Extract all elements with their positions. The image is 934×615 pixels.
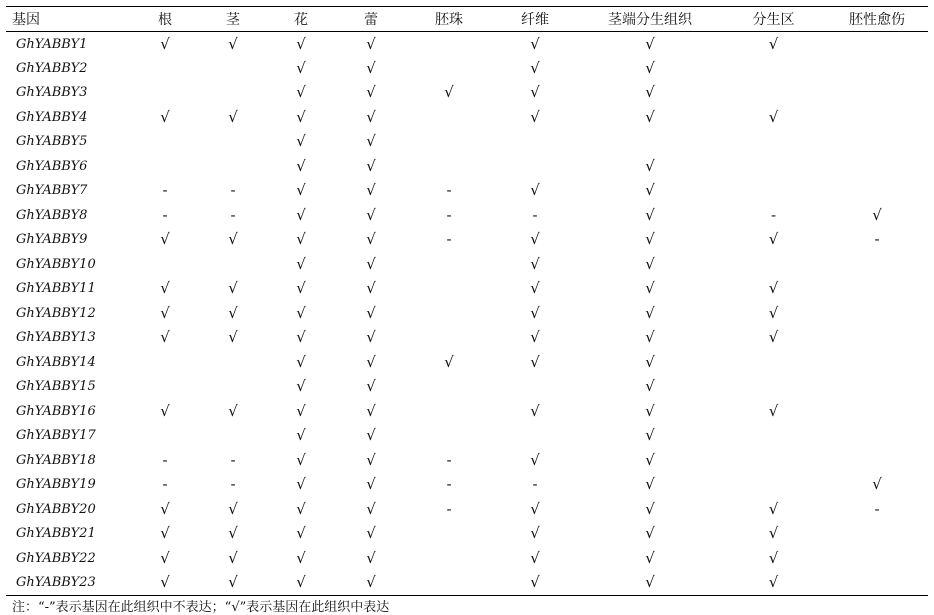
expression-cell: √ — [366, 156, 376, 175]
expression-cell: - — [446, 450, 452, 469]
expression-cell: √ — [296, 34, 306, 53]
expression-cell: √ — [160, 401, 170, 420]
expression-cell — [721, 130, 826, 155]
gene-name-cell: GhYABBY18 — [16, 452, 96, 468]
table-row — [6, 448, 928, 473]
expression-cell: √ — [296, 254, 306, 273]
expression-cell: √ — [530, 230, 540, 249]
expression-cell — [826, 375, 928, 400]
column-header-tissue: 胚珠 — [435, 12, 463, 28]
table-row — [6, 252, 928, 277]
column-header-gene: 基因 — [12, 12, 40, 28]
expression-cell: √ — [530, 352, 540, 371]
expression-cell: √ — [160, 548, 170, 567]
expression-cell: √ — [645, 303, 655, 322]
expression-cell — [721, 154, 826, 179]
expression-cell — [826, 571, 928, 596]
expression-cell: √ — [160, 499, 170, 518]
expression-cell: √ — [296, 328, 306, 347]
expression-cell — [131, 81, 199, 106]
expression-cell: √ — [160, 524, 170, 543]
expression-cell: - — [874, 230, 880, 249]
expression-cell: √ — [228, 401, 238, 420]
expression-cell: √ — [296, 450, 306, 469]
column-header-tissue: 花 — [294, 12, 308, 28]
gene-name-cell: GhYABBY8 — [16, 207, 88, 223]
table-row — [6, 522, 928, 547]
expression-cell: √ — [296, 279, 306, 298]
expression-cell: √ — [645, 181, 655, 200]
expression-cell — [826, 154, 928, 179]
table-row — [6, 277, 928, 302]
expression-cell — [721, 179, 826, 204]
column-header-tissue: 茎 — [226, 12, 240, 28]
expression-cell: √ — [872, 205, 882, 224]
expression-cell — [199, 424, 267, 449]
expression-cell — [131, 424, 199, 449]
expression-cell: √ — [645, 156, 655, 175]
expression-cell: √ — [768, 303, 779, 322]
expression-cell — [826, 252, 928, 277]
expression-cell: √ — [768, 499, 779, 518]
expression-cell — [826, 301, 928, 326]
expression-cell — [407, 277, 491, 302]
table-row — [6, 228, 928, 253]
expression-cell — [826, 56, 928, 81]
gene-name-cell: GhYABBY7 — [16, 183, 88, 199]
expression-cell: √ — [530, 254, 540, 273]
expression-cell: √ — [366, 475, 376, 494]
expression-cell: √ — [366, 499, 376, 518]
expression-cell — [199, 130, 267, 155]
expression-cell: - — [446, 181, 452, 200]
gene-name-cell: GhYABBY19 — [16, 477, 96, 493]
column-header-tissue: 根 — [158, 12, 172, 28]
table-note: 注：“-”表示基因在此组织中不表达；“√”表示基因在此组织中表达 — [12, 600, 390, 615]
expression-cell: √ — [160, 107, 170, 126]
expression-cell: √ — [530, 303, 540, 322]
expression-cell — [407, 105, 491, 130]
expression-cell: √ — [160, 573, 170, 591]
expression-cell: √ — [530, 83, 540, 102]
expression-cell: √ — [530, 58, 540, 77]
gene-name-cell: GhYABBY5 — [16, 134, 88, 150]
expression-cell: √ — [366, 279, 376, 298]
expression-cell: - — [230, 450, 236, 469]
expression-cell: √ — [366, 573, 376, 591]
expression-cell: √ — [228, 107, 238, 126]
expression-cell — [131, 350, 199, 375]
table-body — [6, 32, 928, 596]
expression-cell — [407, 571, 491, 596]
expression-cell: √ — [366, 548, 376, 567]
expression-cell — [826, 326, 928, 351]
expression-cell — [407, 130, 491, 155]
expression-cell: √ — [366, 303, 376, 322]
column-header-tissue: 蕾 — [364, 12, 378, 28]
expression-cell: √ — [296, 58, 306, 77]
expression-cell — [491, 424, 579, 449]
expression-cell: √ — [296, 524, 306, 543]
gene-name-cell: GhYABBY4 — [16, 109, 88, 125]
expression-cell — [131, 56, 199, 81]
table-row — [6, 32, 928, 57]
expression-cell: √ — [645, 352, 655, 371]
expression-cell: √ — [872, 475, 882, 494]
expression-cell: √ — [645, 548, 655, 567]
table-row — [6, 350, 928, 375]
expression-cell: √ — [228, 230, 238, 249]
gene-name-cell: GhYABBY10 — [16, 256, 96, 272]
expression-cell — [721, 375, 826, 400]
expression-cell: √ — [530, 450, 540, 469]
expression-cell: √ — [645, 450, 655, 469]
table-row — [6, 497, 928, 522]
expression-cell: √ — [768, 401, 779, 420]
expression-cell: √ — [366, 107, 376, 126]
expression-cell: √ — [530, 34, 540, 53]
expression-cell — [721, 81, 826, 106]
expression-cell: √ — [645, 58, 655, 77]
expression-cell — [407, 301, 491, 326]
expression-cell — [199, 375, 267, 400]
expression-cell: √ — [645, 475, 655, 494]
expression-cell: √ — [296, 573, 306, 591]
expression-cell — [407, 56, 491, 81]
expression-cell: √ — [768, 573, 779, 591]
expression-cell: √ — [296, 475, 306, 494]
expression-cell: √ — [366, 58, 376, 77]
expression-cell: √ — [366, 132, 376, 151]
expression-cell — [199, 154, 267, 179]
expression-cell: √ — [366, 254, 376, 273]
expression-cell: - — [230, 181, 236, 200]
table-row — [6, 203, 928, 228]
expression-cell: √ — [366, 450, 376, 469]
expression-cell — [199, 350, 267, 375]
expression-cell: √ — [296, 499, 306, 518]
expression-cell: √ — [645, 107, 655, 126]
expression-cell — [826, 448, 928, 473]
expression-cell: √ — [296, 377, 306, 396]
gene-name-cell: GhYABBY15 — [16, 379, 96, 395]
expression-cell: √ — [228, 524, 238, 543]
expression-cell: - — [162, 205, 168, 224]
column-header-tissue: 分生区 — [752, 12, 795, 28]
expression-cell: √ — [645, 328, 655, 347]
gene-name-cell: GhYABBY16 — [16, 403, 96, 419]
expression-cell: √ — [296, 156, 306, 175]
gene-name-cell: GhYABBY2 — [16, 60, 88, 76]
expression-cell — [407, 399, 491, 424]
expression-cell: √ — [228, 279, 238, 298]
expression-cell: √ — [296, 107, 306, 126]
expression-cell: √ — [366, 83, 376, 102]
table-row — [6, 105, 928, 130]
expression-cell: √ — [228, 34, 238, 53]
expression-cell: - — [230, 205, 236, 224]
expression-cell: √ — [366, 524, 376, 543]
expression-cell: √ — [645, 573, 655, 591]
expression-cell — [131, 375, 199, 400]
expression-cell: √ — [768, 107, 779, 126]
expression-cell: √ — [645, 499, 655, 518]
expression-cell: - — [162, 450, 168, 469]
expression-cell: √ — [296, 230, 306, 249]
table-row — [6, 473, 928, 498]
table-row — [6, 179, 928, 204]
gene-name-cell: GhYABBY23 — [16, 575, 96, 590]
expression-cell — [407, 154, 491, 179]
gene-name-cell: GhYABBY9 — [16, 232, 88, 248]
expression-cell: √ — [228, 573, 238, 591]
expression-cell: √ — [366, 328, 376, 347]
gene-name-cell: GhYABBY1 — [16, 36, 88, 52]
expression-cell: - — [874, 499, 880, 518]
expression-cell — [826, 350, 928, 375]
expression-cell: √ — [645, 524, 655, 543]
table-row — [6, 301, 928, 326]
table-row — [6, 154, 928, 179]
expression-cell — [407, 32, 491, 57]
expression-cell: √ — [530, 401, 540, 420]
expression-cell — [826, 546, 928, 571]
expression-cell — [826, 522, 928, 547]
expression-cell — [131, 252, 199, 277]
table-row — [6, 571, 928, 596]
expression-cell — [407, 326, 491, 351]
expression-cell: √ — [366, 401, 376, 420]
expression-cell — [579, 130, 721, 155]
gene-name-cell: GhYABBY22 — [16, 550, 96, 566]
expression-cell: √ — [530, 499, 540, 518]
expression-cell: - — [162, 181, 168, 200]
expression-cell: - — [532, 475, 538, 494]
expression-cell: √ — [768, 34, 779, 53]
expression-cell — [826, 399, 928, 424]
expression-cell: √ — [366, 205, 376, 224]
expression-cell — [721, 350, 826, 375]
expression-cell: √ — [366, 230, 376, 249]
expression-cell: √ — [296, 426, 306, 445]
expression-cell: √ — [296, 83, 306, 102]
expression-cell: √ — [160, 303, 170, 322]
expression-cell: - — [446, 205, 452, 224]
expression-cell — [721, 448, 826, 473]
expression-cell: - — [230, 475, 236, 494]
table-row — [6, 326, 928, 351]
expression-cell: √ — [768, 548, 779, 567]
expression-cell: √ — [768, 524, 779, 543]
expression-cell — [199, 56, 267, 81]
expression-cell: √ — [530, 548, 540, 567]
expression-cell: √ — [228, 499, 238, 518]
expression-cell — [721, 473, 826, 498]
expression-cell — [407, 424, 491, 449]
expression-cell: √ — [645, 205, 655, 224]
expression-cell: √ — [160, 279, 170, 298]
expression-cell: √ — [296, 181, 306, 200]
gene-name-cell: GhYABBY6 — [16, 158, 88, 174]
expression-table-container — [6, 6, 928, 596]
expression-cell: √ — [366, 377, 376, 396]
expression-cell — [826, 277, 928, 302]
expression-cell — [826, 81, 928, 106]
expression-cell: √ — [444, 352, 454, 371]
expression-cell: √ — [530, 524, 540, 543]
expression-cell — [407, 522, 491, 547]
expression-cell: √ — [645, 230, 655, 249]
expression-cell — [199, 252, 267, 277]
expression-cell: √ — [366, 181, 376, 200]
expression-cell: √ — [645, 254, 655, 273]
expression-cell — [826, 105, 928, 130]
expression-cell: - — [446, 230, 452, 249]
column-header-tissue: 胚性愈伤 — [849, 12, 905, 28]
gene-name-cell: GhYABBY21 — [16, 526, 96, 542]
expression-cell — [407, 546, 491, 571]
expression-cell: √ — [645, 401, 655, 420]
table-row — [6, 399, 928, 424]
expression-cell: - — [532, 205, 538, 224]
expression-cell: √ — [645, 377, 655, 396]
expression-cell — [826, 179, 928, 204]
expression-cell — [491, 154, 579, 179]
column-header-tissue: 茎端分生组织 — [608, 12, 692, 28]
expression-cell — [407, 375, 491, 400]
gene-name-cell: GhYABBY3 — [16, 85, 88, 101]
expression-cell: √ — [645, 426, 655, 445]
expression-cell — [131, 154, 199, 179]
expression-cell — [721, 424, 826, 449]
gene-name-cell: GhYABBY12 — [16, 305, 96, 321]
expression-cell: √ — [296, 132, 306, 151]
expression-cell: √ — [160, 328, 170, 347]
gene-name-cell: GhYABBY13 — [16, 330, 96, 346]
expression-cell: √ — [296, 401, 306, 420]
expression-cell — [491, 375, 579, 400]
expression-cell: √ — [296, 303, 306, 322]
gene-name-cell: GhYABBY20 — [16, 501, 96, 517]
table-header-row — [6, 7, 928, 32]
expression-cell: √ — [228, 548, 238, 567]
expression-cell: √ — [296, 548, 306, 567]
expression-cell: - — [162, 475, 168, 494]
expression-cell: √ — [530, 573, 540, 591]
expression-cell — [721, 56, 826, 81]
expression-cell: √ — [530, 181, 540, 200]
table-row — [6, 130, 928, 155]
expression-cell — [407, 252, 491, 277]
expression-cell: √ — [645, 34, 655, 53]
table-row — [6, 546, 928, 571]
table-row — [6, 81, 928, 106]
expression-cell — [131, 130, 199, 155]
gene-name-cell: GhYABBY11 — [16, 281, 96, 297]
expression-table — [6, 6, 928, 596]
table-row — [6, 375, 928, 400]
expression-cell: √ — [768, 230, 779, 249]
expression-cell: - — [446, 475, 452, 494]
table-row — [6, 56, 928, 81]
expression-cell: √ — [296, 352, 306, 371]
expression-cell: √ — [160, 230, 170, 249]
expression-cell: √ — [530, 328, 540, 347]
expression-cell: √ — [645, 279, 655, 298]
expression-cell: √ — [366, 426, 376, 445]
table-row — [6, 424, 928, 449]
expression-cell — [721, 252, 826, 277]
expression-cell — [826, 32, 928, 57]
expression-cell: √ — [366, 352, 376, 371]
gene-name-cell: GhYABBY17 — [16, 428, 96, 444]
expression-cell: √ — [530, 107, 540, 126]
expression-cell: √ — [296, 205, 306, 224]
expression-cell: √ — [645, 83, 655, 102]
expression-cell: √ — [228, 328, 238, 347]
expression-cell: - — [446, 499, 452, 518]
expression-cell: √ — [444, 83, 454, 102]
expression-cell — [826, 130, 928, 155]
column-header-tissue: 纤维 — [521, 12, 549, 28]
gene-name-cell: GhYABBY14 — [16, 354, 96, 370]
expression-cell: √ — [228, 303, 238, 322]
expression-cell: √ — [530, 279, 540, 298]
expression-cell — [491, 130, 579, 155]
expression-cell: √ — [366, 34, 376, 53]
expression-cell: - — [770, 205, 777, 224]
expression-cell: √ — [768, 279, 779, 298]
expression-cell — [199, 81, 267, 106]
expression-cell — [826, 424, 928, 449]
expression-cell: √ — [768, 328, 779, 347]
expression-cell: √ — [160, 34, 170, 53]
